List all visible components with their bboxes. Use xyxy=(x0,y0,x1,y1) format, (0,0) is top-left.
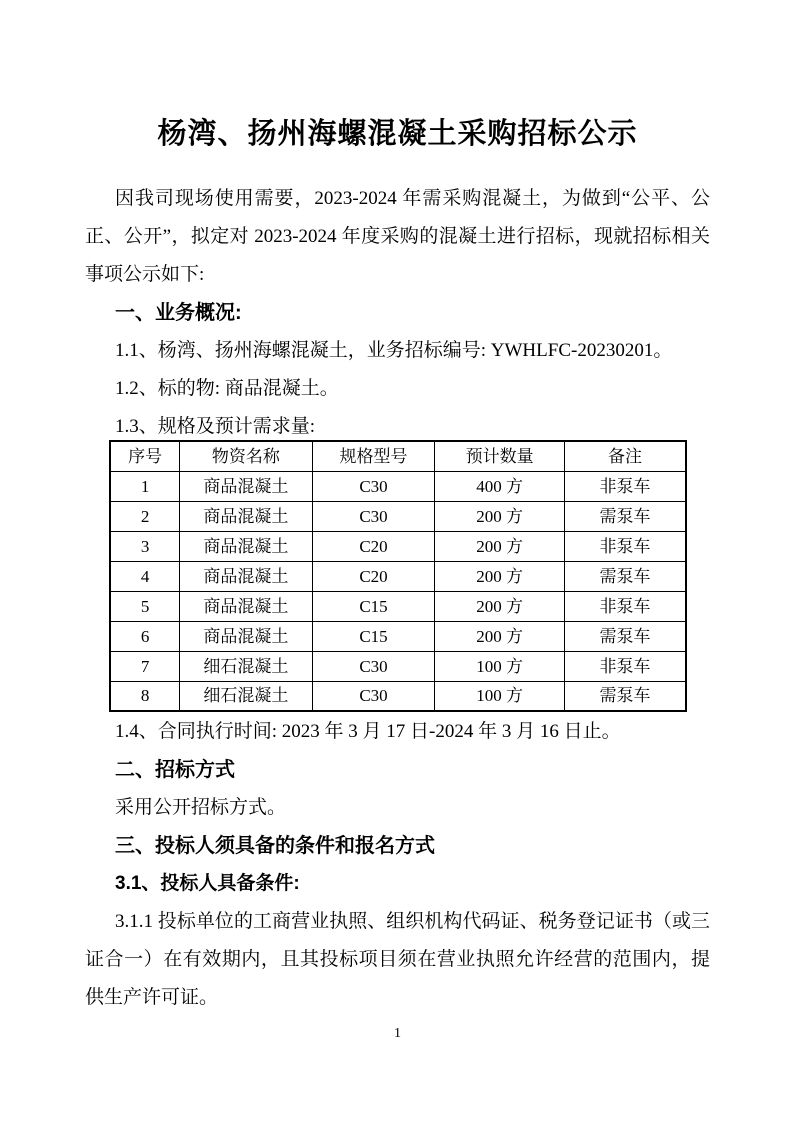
table-row xyxy=(110,681,686,711)
table-cell: C20 xyxy=(312,531,435,561)
table-cell: 商品混凝土 xyxy=(180,561,312,591)
table-cell: 200 方 xyxy=(435,621,565,651)
item-1-3: 1.3、规格及预计需求量: xyxy=(115,416,316,437)
table-cell: 商品混凝土 xyxy=(180,591,312,621)
spec-table xyxy=(109,440,687,712)
table-row xyxy=(110,531,686,561)
item-3-1: 3.1、投标人具备条件: xyxy=(115,873,300,894)
header-cell-no: 序号 xyxy=(110,441,180,471)
table-cell: C15 xyxy=(312,591,435,621)
table-cell: C20 xyxy=(312,561,435,591)
table-cell: 200 方 xyxy=(435,561,565,591)
table-cell: 非泵车 xyxy=(564,531,686,561)
section-1-heading: 一、业务概况: xyxy=(115,302,242,324)
table-cell: 商品混凝土 xyxy=(180,621,312,651)
item-1-2: 1.2、标的物: 商品混凝土。 xyxy=(115,378,339,399)
table-cell: 6 xyxy=(110,621,180,651)
table-row xyxy=(110,621,686,651)
item-1-4: 1.4、合同执行时间: 2023 年 3 月 17 日-2024 年 3 月 16 日止。 xyxy=(115,721,621,742)
table-cell: 需泵车 xyxy=(564,681,686,711)
header-cell-qty: 预计数量 xyxy=(435,441,565,471)
table-cell: 非泵车 xyxy=(564,591,686,621)
table-cell: C30 xyxy=(312,471,435,501)
table-cell: 细石混凝土 xyxy=(180,681,312,711)
table-cell: 非泵车 xyxy=(564,651,686,681)
table-cell: 100 方 xyxy=(435,681,565,711)
table-cell: C15 xyxy=(312,621,435,651)
item-1-1: 1.1、杨湾、扬州海螺混凝土，业务招标编号: YWHLFC-20230201。 xyxy=(115,340,673,361)
table-cell: 3 xyxy=(110,531,180,561)
table-cell: 细石混凝土 xyxy=(180,651,312,681)
table-cell: 2 xyxy=(110,501,180,531)
table-cell: 1 xyxy=(110,471,180,501)
header-cell-name: 物资名称 xyxy=(180,441,312,471)
page-number: 1 xyxy=(394,1026,401,1041)
section-2-body: 采用公开招标方式。 xyxy=(115,797,287,818)
item-3-1-1: 3.1.1 投标单位的工商营业执照、组织机构代码证、税务登记证书（或三证合一）在有效期内，且其投标项目须在营业执照允许经营的范围内，提供生产许可证。 xyxy=(85,911,710,1008)
header-cell-spec: 规格型号 xyxy=(312,441,435,471)
document-title: 杨湾、扬州海螺混凝土采购招标公示 xyxy=(157,118,638,150)
table-cell: 7 xyxy=(110,651,180,681)
table-cell: C30 xyxy=(312,651,435,681)
table-cell: C30 xyxy=(312,501,435,531)
table-cell: 商品混凝土 xyxy=(180,501,312,531)
table-cell: 4 xyxy=(110,561,180,591)
table-cell: C30 xyxy=(312,681,435,711)
table-cell: 需泵车 xyxy=(564,621,686,651)
table-cell: 200 方 xyxy=(435,531,565,561)
table-cell: 非泵车 xyxy=(564,471,686,501)
header-cell-note: 备注 xyxy=(564,441,686,471)
table-cell: 商品混凝土 xyxy=(180,531,312,561)
section-2-heading: 二、招标方式 xyxy=(115,759,235,781)
table-cell: 5 xyxy=(110,591,180,621)
intro-paragraph: 因我司现场使用需要，2023-2024 年需采购混凝土，为做到“公平、公正、公开”，拟定对 2023-2024 年度采购的混凝土进行招标，现就招标相关事项公示如下: xyxy=(85,188,710,285)
table-cell: 需泵车 xyxy=(564,501,686,531)
table-row xyxy=(110,561,686,591)
table-row xyxy=(110,651,686,681)
table-row xyxy=(110,501,686,531)
table-cell: 商品混凝土 xyxy=(180,471,312,501)
table-cell: 400 方 xyxy=(435,471,565,501)
table-row xyxy=(110,471,686,501)
table-cell: 100 方 xyxy=(435,651,565,681)
section-3-heading: 三、投标人须具备的条件和报名方式 xyxy=(115,835,435,857)
table-cell: 200 方 xyxy=(435,591,565,621)
table-cell: 需泵车 xyxy=(564,561,686,591)
table-cell: 200 方 xyxy=(435,501,565,531)
table-row xyxy=(110,591,686,621)
table-cell: 8 xyxy=(110,681,180,711)
